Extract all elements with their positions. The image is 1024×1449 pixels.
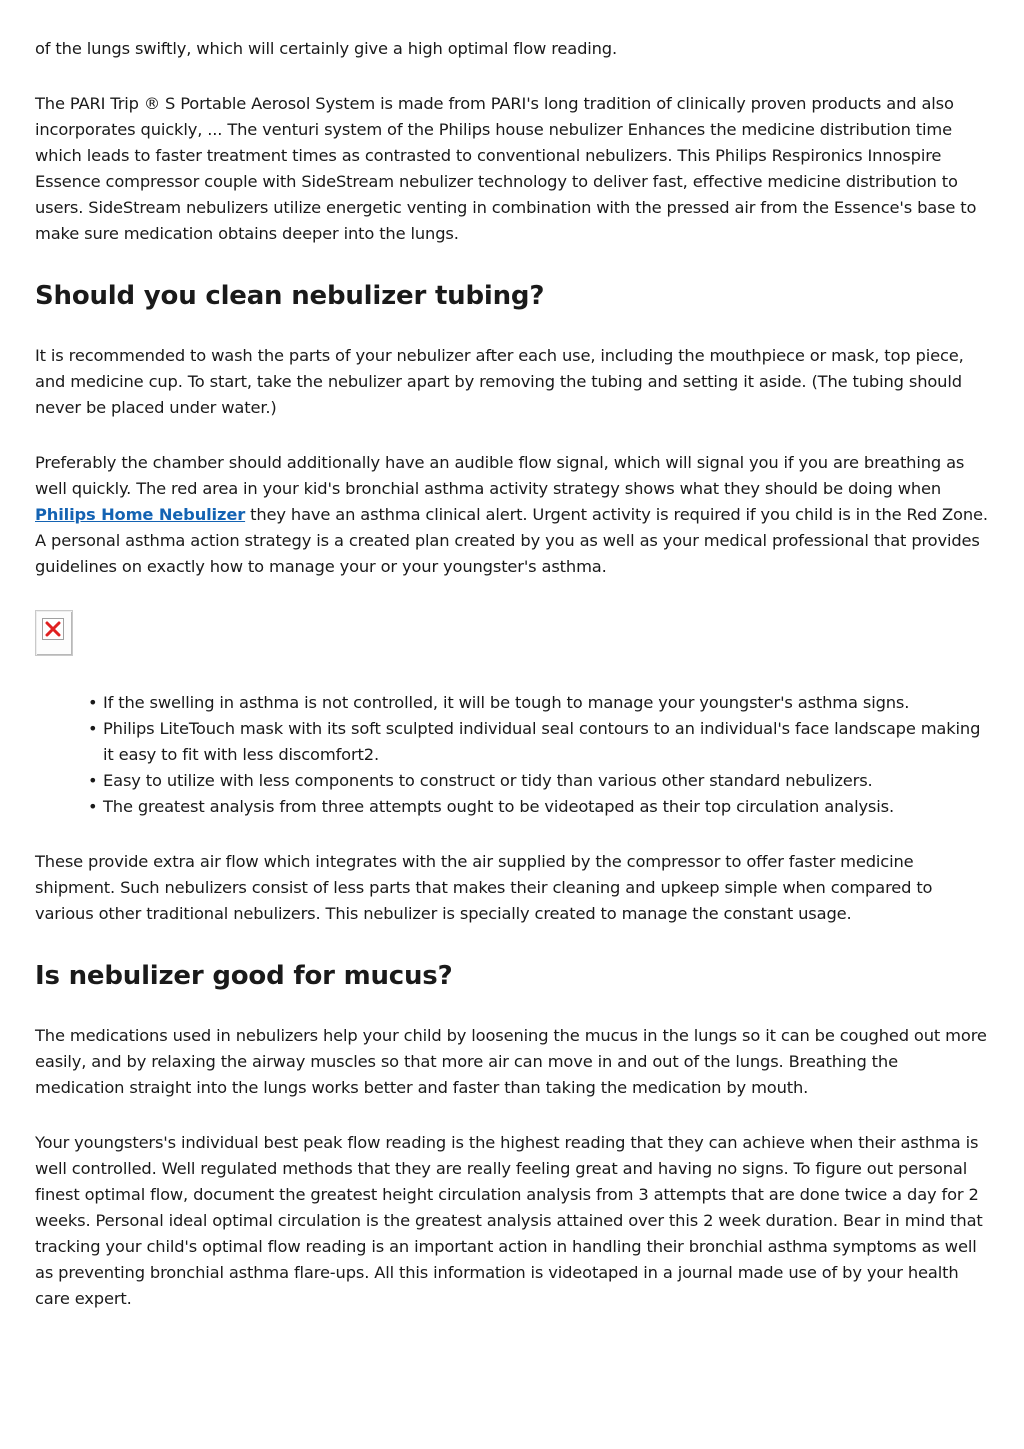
list-item: • If the swelling in asthma is not controlled, it will be tough to manage your youngster's asthma signs. <box>103 690 990 716</box>
paragraph-medications: The medications used in nebulizers help your child by loosening the mucus in the lungs so it can be coughed out more easily, and by relaxing the airway muscles so that more air can move in and out of the lungs. Breathing the medication straight into the lungs works better and faster than taking the medication by mouth. <box>35 1026 987 1097</box>
red-x-icon <box>43 619 63 639</box>
list-item: • Philips LiteTouch mask with its soft sculpted individual seal contours to an individual's face landscape making it easy to fit with less discomfort2. <box>103 716 990 768</box>
paragraph-flow-signal <box>35 450 990 580</box>
bullet-list <box>35 690 990 820</box>
list-item: • Easy to utilize with less components to construct or tidy than various other standard nebulizers. <box>103 768 990 794</box>
paragraph-flow-signal-text-b: they have an asthma clinical alert. Urgent activity is required if you child is in the Red Zone. A personal asthma action strategy is a created plan created by you as well as your medical professional that provides guidelines on exactly how to manage your or your youngster's asthma. <box>35 505 988 576</box>
paragraph-peak-flow: Your youngsters's individual best peak flow reading is the highest reading that they can achieve when their asthma is well controlled. Well regulated methods that they are really feeling great and having no signs. To figure out personal finest optimal flow, document the greatest height circulation analysis from 3 attempts that are done twice a day for 2 weeks. Personal ideal optimal circulation is the greatest analysis attained over this 2 week duration. Bear in mind that tracking your child's optimal flow reading is an important action in handling their bronchial asthma symptoms as well as preventing bronchial asthma flare-ups. All this information is videotaped in a journal made use of by your health care expert. <box>35 1133 983 1308</box>
philips-home-nebulizer-link[interactable]: Philips Home Nebulizer <box>35 505 246 524</box>
broken-image-icon <box>42 618 64 640</box>
list-item: • The greatest analysis from three attempts ought to be videotaped as their top circulation analysis. <box>103 794 990 820</box>
broken-image-placeholder <box>35 610 73 656</box>
paragraph-intro-continuation: of the lungs swiftly, which will certainly give a high optimal flow reading. <box>35 39 618 58</box>
article-body <box>35 36 990 1312</box>
heading-nebulizer-mucus: Is nebulizer good for mucus? <box>35 961 453 991</box>
paragraph-pari-trip: The PARI Trip ® S Portable Aerosol System is made from PARI's long tradition of clinically proven products and also incorporates quickly, ... The venturi system of the Philips house nebulizer Enhances the medicine distribution time which leads to faster treatment times as contrasted to conventional nebulizers. This Philips Respironics Innospire Essence compressor couple with SideStream nebulizer technology to deliver fast, effective medicine distribution to users. SideStream nebulizers utilize energetic venting in combination with the pressed air from the Essence's base to make sure medication obtains deeper into the lungs. <box>35 94 977 243</box>
paragraph-extra-air-flow: These provide extra air flow which integrates with the air supplied by the compressor to offer faster medicine shipment. Such nebulizers consist of less parts that makes their cleaning and upkeep simple when compared to various other traditional nebulizers. This nebulizer is specially created to manage the constant usage. <box>35 852 933 923</box>
paragraph-wash-parts: It is recommended to wash the parts of your nebulizer after each use, including the mouthpiece or mask, top piece, and medicine cup. To start, take the nebulizer apart by removing the tubing and setting it aside. (The tubing should never be placed under water.) <box>35 346 964 417</box>
heading-clean-tubing: Should you clean nebulizer tubing? <box>35 281 545 311</box>
paragraph-flow-signal-text-a: Preferably the chamber should additionally have an audible flow signal, which will signal you if you are breathing as well quickly. The red area in your kid's bronchial asthma activity strategy shows what they should be doing when <box>35 453 965 498</box>
